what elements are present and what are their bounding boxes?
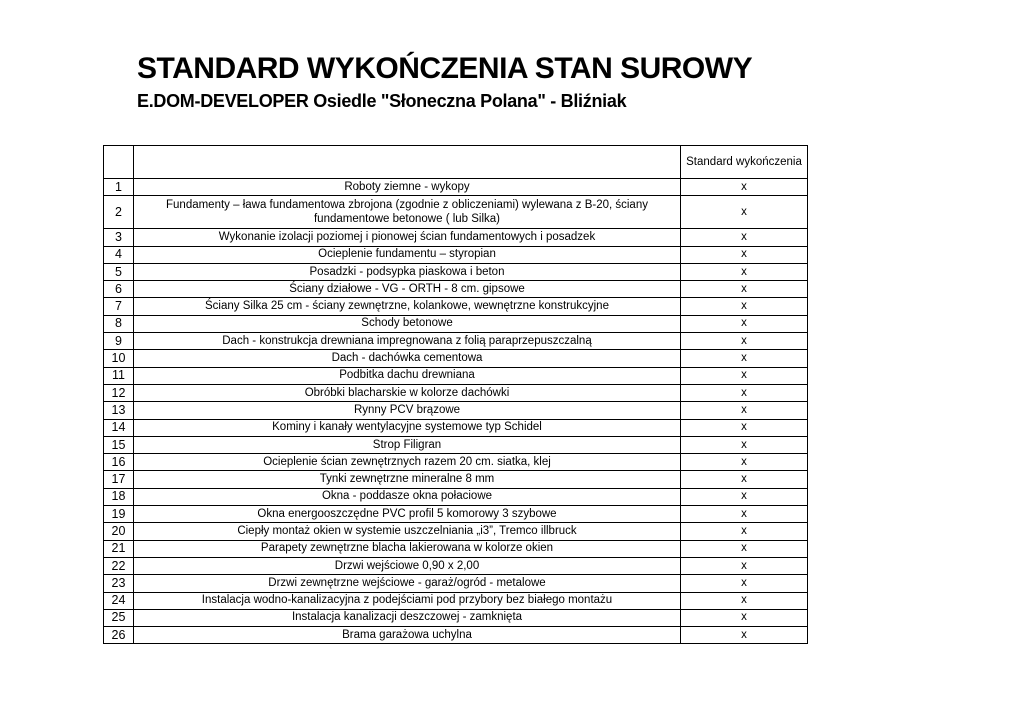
table-row (104, 350, 808, 367)
row-description: Dach - konstrukcja drewniana impregnowana z folią paraprzepuszczalną (134, 333, 681, 350)
row-description: Ściany Silka 25 cm - ściany zewnętrzne, kolankowe, wewnętrzne konstrukcyjne (134, 298, 681, 315)
table-row (104, 263, 808, 280)
finishing-standard-table (103, 145, 808, 644)
row-description: Instalacja wodno-kanalizacyjna z podejściami pod przybory bez białego montażu (134, 592, 681, 609)
row-standard-mark: x (681, 575, 808, 592)
table-row (104, 523, 808, 540)
table-row (104, 384, 808, 401)
row-description: Dach - dachówka cementowa (134, 350, 681, 367)
table-row (104, 229, 808, 246)
row-number: 22 (104, 557, 134, 574)
table-header-row (104, 146, 808, 179)
row-number: 6 (104, 281, 134, 298)
row-description: Ocieplenie ścian zewnętrznych razem 20 cm. siatka, klej (134, 454, 681, 471)
row-standard-mark: x (681, 367, 808, 384)
table-row (104, 367, 808, 384)
row-description: Wykonanie izolacji poziomej i pionowej ścian fundamentowych i posadzek (134, 229, 681, 246)
row-number: 16 (104, 454, 134, 471)
row-description: Obróbki blacharskie w kolorze dachówki (134, 384, 681, 401)
row-number: 24 (104, 592, 134, 609)
table-row (104, 592, 808, 609)
row-description: Schody betonowe (134, 315, 681, 332)
row-standard-mark: x (681, 488, 808, 505)
table-row (104, 179, 808, 196)
header-description (134, 146, 681, 179)
row-number: 20 (104, 523, 134, 540)
row-description: Ściany działowe - VG - ORTH - 8 cm. gipsowe (134, 281, 681, 298)
table-row (104, 557, 808, 574)
table-body (104, 179, 808, 644)
row-number: 10 (104, 350, 134, 367)
row-standard-mark: x (681, 246, 808, 263)
page-subtitle: E.DOM-DEVELOPER Osiedle "Słoneczna Polana" - Bliźniak (137, 91, 627, 111)
row-number: 26 (104, 627, 134, 644)
table-row (104, 281, 808, 298)
row-standard-mark: x (681, 557, 808, 574)
row-standard-mark: x (681, 627, 808, 644)
row-number: 2 (104, 196, 134, 229)
row-number: 19 (104, 506, 134, 523)
row-number: 4 (104, 246, 134, 263)
table-row (104, 246, 808, 263)
row-standard-mark: x (681, 454, 808, 471)
row-number: 18 (104, 488, 134, 505)
row-number: 14 (104, 419, 134, 436)
table-row (104, 488, 808, 505)
row-standard-mark: x (681, 229, 808, 246)
row-description: Fundamenty – ława fundamentowa zbrojona (zgodnie z obliczeniami) wylewana z B-20, ściany fundamentowe betonowe ( lub Silka) (134, 196, 681, 229)
row-number: 15 (104, 436, 134, 453)
row-description: Okna - poddasze okna połaciowe (134, 488, 681, 505)
row-standard-mark: x (681, 523, 808, 540)
row-number: 23 (104, 575, 134, 592)
table-row (104, 333, 808, 350)
row-description: Instalacja kanalizacji deszczowej - zamknięta (134, 609, 681, 626)
header-standard: Standard wykończenia (681, 146, 808, 179)
row-description: Posadzki - podsypka piaskowa i beton (134, 263, 681, 280)
row-number: 25 (104, 609, 134, 626)
table-row (104, 540, 808, 557)
table-row (104, 419, 808, 436)
row-description: Ciepły montaż okien w systemie uszczelniania „i3”, Tremco illbruck (134, 523, 681, 540)
row-description: Rynny PCV brązowe (134, 402, 681, 419)
row-description: Okna energooszczędne PVC profil 5 komorowy 3 szybowe (134, 506, 681, 523)
row-number: 1 (104, 179, 134, 196)
row-number: 9 (104, 333, 134, 350)
row-number: 12 (104, 384, 134, 401)
table-row (104, 436, 808, 453)
row-standard-mark: x (681, 402, 808, 419)
row-number: 3 (104, 229, 134, 246)
row-standard-mark: x (681, 179, 808, 196)
row-number: 8 (104, 315, 134, 332)
row-standard-mark: x (681, 298, 808, 315)
row-description: Tynki zewnętrzne mineralne 8 mm (134, 471, 681, 488)
row-standard-mark: x (681, 506, 808, 523)
row-standard-mark: x (681, 384, 808, 401)
row-description: Kominy i kanały wentylacyjne systemowe typ Schidel (134, 419, 681, 436)
row-standard-mark: x (681, 315, 808, 332)
row-description: Podbitka dachu drewniana (134, 367, 681, 384)
row-description: Roboty ziemne - wykopy (134, 179, 681, 196)
row-standard-mark: x (681, 436, 808, 453)
table-row (104, 298, 808, 315)
table-row (104, 196, 808, 229)
row-standard-mark: x (681, 471, 808, 488)
row-number: 5 (104, 263, 134, 280)
row-number: 21 (104, 540, 134, 557)
row-description: Strop Filigran (134, 436, 681, 453)
page-title: STANDARD WYKOŃCZENIA STAN SUROWY (137, 52, 753, 85)
row-number: 17 (104, 471, 134, 488)
table-row (104, 627, 808, 644)
row-number: 7 (104, 298, 134, 315)
row-standard-mark: x (681, 196, 808, 229)
table-row (104, 471, 808, 488)
row-standard-mark: x (681, 263, 808, 280)
row-description: Ocieplenie fundamentu – styropian (134, 246, 681, 263)
header-number (104, 146, 134, 179)
table-row (104, 506, 808, 523)
row-standard-mark: x (681, 333, 808, 350)
row-description: Brama garażowa uchylna (134, 627, 681, 644)
table-row (104, 315, 808, 332)
row-number: 13 (104, 402, 134, 419)
row-standard-mark: x (681, 419, 808, 436)
row-number: 11 (104, 367, 134, 384)
table-row (104, 575, 808, 592)
table-row (104, 402, 808, 419)
row-standard-mark: x (681, 350, 808, 367)
table-row (104, 454, 808, 471)
row-standard-mark: x (681, 609, 808, 626)
table-row (104, 609, 808, 626)
row-standard-mark: x (681, 540, 808, 557)
row-description: Drzwi wejściowe 0,90 x 2,00 (134, 557, 681, 574)
row-description: Drzwi zewnętrzne wejściowe - garaż/ogród - metalowe (134, 575, 681, 592)
row-description: Parapety zewnętrzne blacha lakierowana w kolorze okien (134, 540, 681, 557)
row-standard-mark: x (681, 281, 808, 298)
row-standard-mark: x (681, 592, 808, 609)
